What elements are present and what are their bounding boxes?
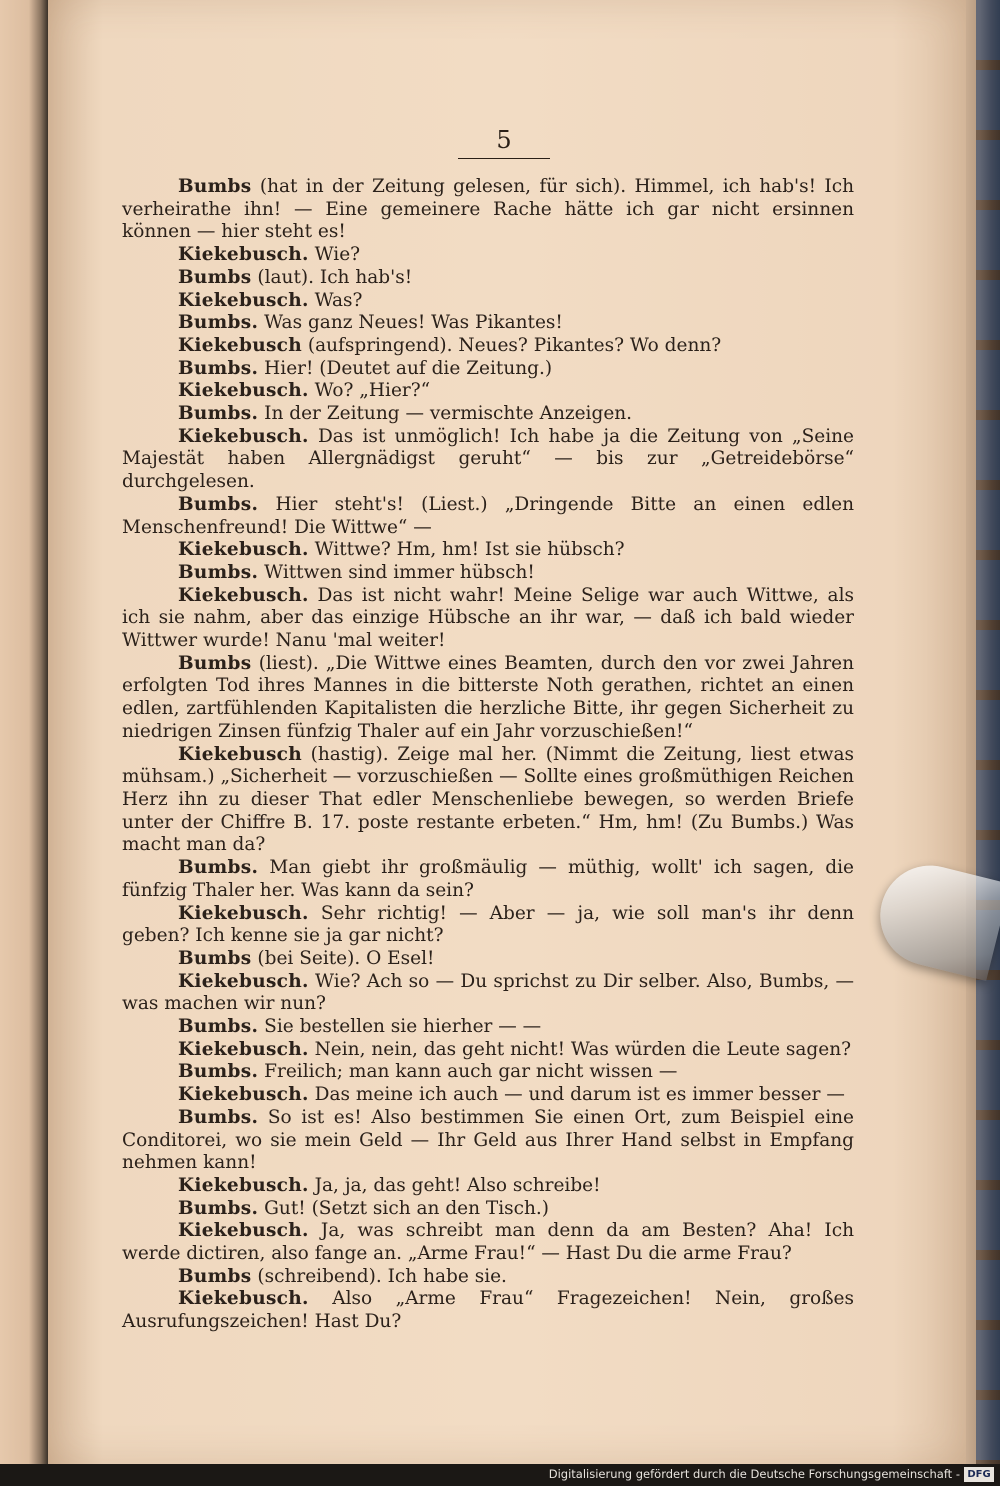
page-number: 5 xyxy=(496,126,512,154)
speaker-name: Bumbs. xyxy=(178,1197,259,1219)
speaker-name: Kiekebusch xyxy=(178,334,302,356)
dialogue-paragraph xyxy=(122,562,854,585)
dialogue-paragraph xyxy=(122,176,854,244)
dialogue-paragraph xyxy=(122,1039,854,1062)
speaker-name: Bumbs. xyxy=(178,1106,259,1128)
dialogue-paragraph xyxy=(122,1061,854,1084)
dialogue-text: Das ist unmöglich! Ich habe ja die Zeitung von „Seine Majestät haben Allergnädigst geruht“ — bis zur „Getreidebörse“ durchgelesen. xyxy=(122,425,854,493)
speaker-name: Bumbs. xyxy=(178,1061,259,1083)
dialogue-text: Sie bestellen sie hierher — — xyxy=(258,1016,542,1038)
speaker-name: Kiekebusch. xyxy=(178,1084,309,1106)
left-page-edge xyxy=(0,0,48,1464)
header-rule xyxy=(458,158,550,159)
binding-strip xyxy=(976,0,1000,1464)
speaker-name: Kiekebusch. xyxy=(178,244,309,266)
dialogue-text: Wittwe? Hm, hm! Ist sie hübsch? xyxy=(308,539,625,561)
dialogue-paragraph xyxy=(122,1220,854,1265)
dialogue-text: Gut! (Setzt sich an den Tisch.) xyxy=(258,1197,550,1219)
dialogue-text: Also „Arme Frau“ Fragezeichen! Nein, großes Ausrufungszeichen! Hast Du? xyxy=(122,1288,854,1333)
dialogue-text: Hier steht's! (Liest.) „Dringende Bitte an einen edlen Menschenfreund! Die Wittwe“ — xyxy=(122,493,854,538)
speaker-name: Bumbs xyxy=(178,1265,252,1287)
speaker-name: Kiekebusch. xyxy=(178,539,309,561)
dialogue-text: Wo? „Hier?“ xyxy=(308,380,431,402)
play-text xyxy=(122,176,854,1334)
dialogue-text: (hastig). Zeige mal her. (Nimmt die Zeitung, liest etwas mühsam.) „Sicherheit — vorzuschießen — Sollte eines großmüthigen Reichen Herz ihn zu dieser That edler Menschenliebe bewegen, so werden Briefe unter der Chiffre B. 17. poste restante erbeten.“ Hm, hm! (Zu Bumbs.) Was macht man da? xyxy=(122,743,854,856)
speaker-name: Bumbs. xyxy=(178,857,259,879)
speaker-name: Kiekebusch. xyxy=(178,289,309,311)
speaker-name: Bumbs xyxy=(178,947,252,969)
dialogue-text: (liest). „Die Wittwe eines Beamten, durch den vor zwei Jahren erfolgten Tod ihres Mannes in die bitterste Noth gerathen, richtet an einen edlen, zartfühlenden Kapitalisten die herzliche Bitte, ihr gegen Sicherheit zu niedrigen Zinsen fünfzig Thaler auf ein Jahr vorzuschießen!“ xyxy=(122,652,854,742)
dialogue-paragraph xyxy=(122,494,854,539)
dialogue-text: (bei Seite). O Esel! xyxy=(251,947,435,969)
dialogue-paragraph xyxy=(122,335,854,358)
dialogue-text: Freilich; man kann auch gar nicht wissen — xyxy=(258,1061,678,1083)
dialogue-text: (aufspringend). Neues? Pikantes? Wo denn? xyxy=(301,334,722,356)
speaker-name: Bumbs. xyxy=(178,357,259,379)
dialogue-paragraph xyxy=(122,1198,854,1221)
dialogue-paragraph xyxy=(122,539,854,562)
dialogue-paragraph xyxy=(122,244,854,267)
dialogue-text: Was ganz Neues! Was Pikantes! xyxy=(258,312,563,334)
speaker-name: Kiekebusch. xyxy=(178,1174,309,1196)
dialogue-text: Nein, nein, das geht nicht! Was würden die Leute sagen? xyxy=(308,1038,852,1060)
speaker-name: Kiekebusch. xyxy=(178,1288,309,1310)
dialogue-paragraph xyxy=(122,1107,854,1175)
speaker-name: Kiekebusch. xyxy=(178,1220,309,1242)
dialogue-paragraph xyxy=(122,1084,854,1107)
speaker-name: Kiekebusch. xyxy=(178,584,309,606)
dialogue-paragraph xyxy=(122,971,854,1016)
dialogue-paragraph xyxy=(122,1175,854,1198)
dialogue-paragraph xyxy=(122,403,854,426)
dialogue-text: In der Zeitung — vermischte Anzeigen. xyxy=(258,403,633,425)
page-header xyxy=(458,126,550,159)
dialogue-text: (hat in der Zeitung gelesen, für sich). Himmel, ich hab's! Ich verheirathe ihn! — Eine gemeinere Rache hätte ich gar nicht ersinnen können — hier steht es! xyxy=(122,176,854,243)
dialogue-text: Man giebt ihr großmäulig — müthig, wollt' ich sagen, die fünfzig Thaler her. Was kann da sein? xyxy=(122,857,854,901)
dialogue-paragraph xyxy=(122,948,854,971)
dialogue-paragraph xyxy=(122,1288,854,1333)
speaker-name: Bumbs. xyxy=(178,1016,259,1038)
speaker-name: Bumbs. xyxy=(178,403,259,425)
speaker-name: Bumbs. xyxy=(178,561,259,583)
dialogue-text: (schreibend). Ich habe sie. xyxy=(251,1265,507,1287)
dialogue-paragraph xyxy=(122,267,854,290)
dialogue-paragraph xyxy=(122,585,854,653)
dialogue-paragraph xyxy=(122,1016,854,1039)
dialogue-text: Sehr richtig! — Aber — ja, wie soll man's ihr denn geben? Ich kenne sie ja gar nicht? xyxy=(122,902,854,947)
dialogue-paragraph xyxy=(122,744,854,858)
speaker-name: Kiekebusch. xyxy=(178,970,309,992)
speaker-name: Kiekebusch. xyxy=(178,1038,309,1060)
dialogue-paragraph xyxy=(122,380,854,403)
dialogue-paragraph xyxy=(122,426,854,494)
dialogue-text: Wie? Ach so — Du sprichst zu Dir selber. Also, Bumbs, — was machen wir nun? xyxy=(122,970,854,1015)
dialogue-paragraph xyxy=(122,312,854,335)
dialogue-text: Das meine ich auch — und darum ist es immer besser — xyxy=(308,1084,845,1106)
dialogue-paragraph xyxy=(122,903,854,948)
speaker-name: Kiekebusch. xyxy=(178,380,309,402)
dialogue-text: (laut). Ich hab's! xyxy=(251,266,413,288)
speaker-name: Bumbs. xyxy=(178,312,259,334)
dialogue-paragraph xyxy=(122,290,854,313)
speaker-name: Bumbs xyxy=(178,176,252,197)
dialogue-paragraph xyxy=(122,358,854,381)
dialogue-text: Wie? xyxy=(308,244,361,266)
dialogue-paragraph xyxy=(122,857,854,902)
speaker-name: Bumbs. xyxy=(178,493,259,515)
dialogue-text: Ja, ja, das geht! Also schreibe! xyxy=(308,1174,601,1196)
dialogue-text: So ist es! Also bestimmen Sie einen Ort, zum Beispiel eine Conditorei, wo sie mein Geld — Ihr Geld aus Ihrer Hand selbst in Empfang nehmen kann! xyxy=(122,1106,854,1174)
speaker-name: Kiekebusch. xyxy=(178,425,309,447)
speaker-name: Kiekebusch xyxy=(178,743,302,765)
dialogue-paragraph xyxy=(122,1266,854,1289)
footer-bar xyxy=(0,1464,1000,1486)
speaker-name: Bumbs xyxy=(178,652,252,674)
dialogue-text: Ja, was schreibt man denn da am Besten? Aha! Ich werde dictiren, also fange an. „Arme Frau!“ — Hast Du die arme Frau? xyxy=(122,1220,854,1265)
dialogue-text: Was? xyxy=(308,289,363,311)
dialogue-text: Wittwen sind immer hübsch! xyxy=(258,561,535,583)
speaker-name: Bumbs xyxy=(178,266,252,288)
speaker-name: Kiekebusch. xyxy=(178,902,309,924)
dialogue-text: Hier! (Deutet auf die Zeitung.) xyxy=(258,357,553,379)
dfg-logo-icon: DFG xyxy=(964,1467,994,1482)
dialogue-text: Das ist nicht wahr! Meine Selige war auch Wittwe, als ich sie nahm, aber das einzige Hübsche an ihr war, — daß ich bald wieder Wittwer wurde! Nanu 'mal weiter! xyxy=(122,584,854,652)
funding-notice: Digitalisierung gefördert durch die Deutsche Forschungsgemeinschaft - xyxy=(548,1467,960,1481)
dialogue-paragraph xyxy=(122,653,854,744)
